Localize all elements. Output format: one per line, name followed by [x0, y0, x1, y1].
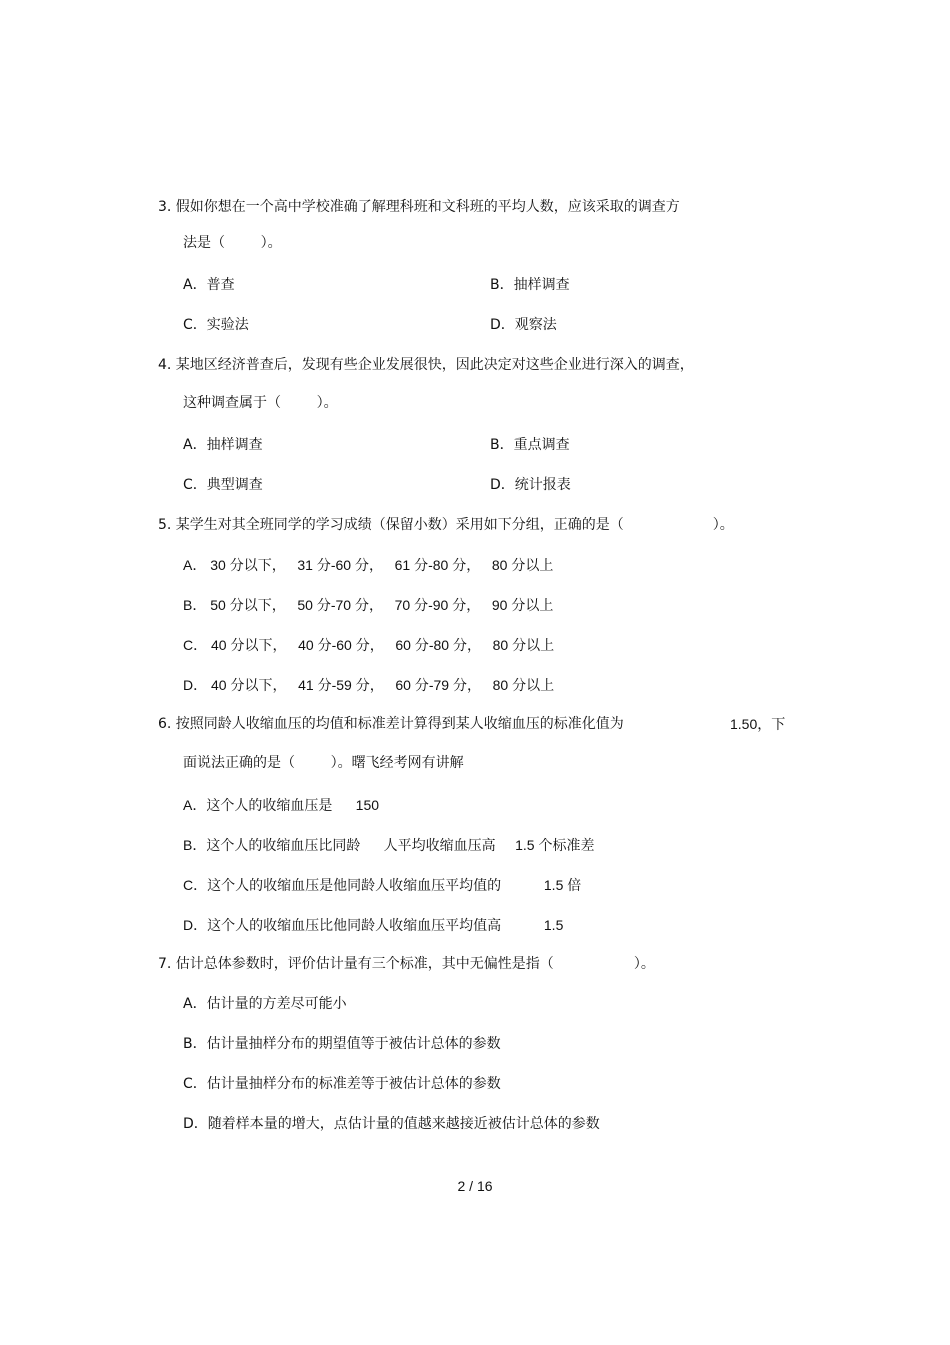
q3-option-b: B．抽样调查 — [490, 277, 570, 293]
q7-option-c: C．估计量抽样分布的标准差等于被估计总体的参数 — [183, 1076, 501, 1092]
q6-option-b: B．这个人的收缩血压比同龄 人平均收缩血压高 1.5 个标准差 — [183, 837, 595, 853]
q7-option-d: D．随着样本量的增大，点估计量的值越来越接近被估计总体的参数 — [183, 1116, 600, 1132]
q5-option-d: D． 40 分以下， 41 分-59 分， 60 分-79 分， 80 分以上 — [183, 677, 555, 693]
q4-stem-line2: 这种调查属于（ ）。 — [183, 395, 338, 411]
q5-option-b: B． 50 分以下， 50 分-70 分， 70 分-90 分， 90 分以上 — [183, 597, 554, 613]
q4-option-c: C．典型调查 — [183, 477, 263, 493]
q3-option-d: D．观察法 — [490, 317, 557, 333]
q7-stem-line1: 7. 估计总体参数时，评价估计量有三个标准，其中无偏性是指（ ）。 — [158, 956, 655, 972]
q3-stem-line2: 法是（ ）。 — [183, 235, 282, 251]
q4-option-a: A．抽样调查 — [183, 437, 263, 453]
page-number: 2 / 16 — [457, 1178, 493, 1194]
q6-stem-line1: 6. 按照同龄人收缩血压的均值和标准差计算得到某人收缩血压的标准化值为 — [158, 716, 624, 732]
q4-option-b: B．重点调查 — [490, 437, 570, 453]
q6-stem-line2: 面说法正确的是（ ）。曙飞经考网有讲解 — [183, 755, 464, 771]
q3-option-c: C．实验法 — [183, 317, 249, 333]
q3-stem-line1: 3. 假如你想在一个高中学校准确了解理科班和文科班的平均人数，应该采取的调查方 — [158, 199, 680, 215]
q4-option-d: D．统计报表 — [490, 477, 571, 493]
q5-option-c: C． 40 分以下， 40 分-60 分， 60 分-80 分， 80 分以上 — [183, 637, 555, 653]
q5-option-a: A． 30 分以下， 31 分-60 分， 61 分-80 分， 80 分以上 — [183, 557, 554, 573]
q6-option-d: D．这个人的收缩血压比他同龄人收缩血压平均值高 1.5 — [183, 917, 564, 933]
q5-stem-line1: 5. 某学生对其全班同学的学习成绩（保留小数）采用如下分组，正确的是（ ）。 — [158, 517, 734, 533]
q4-stem-line1: 4. 某地区经济普查后，发现有些企业发展很快，因此决定对这些企业进行深入的调查， — [158, 357, 694, 373]
q7-option-b: B．估计量抽样分布的期望值等于被估计总体的参数 — [183, 1036, 501, 1052]
q6-option-a: A．这个人的收缩血压是 150 — [183, 797, 380, 813]
q6-stem-line1-value: 1.50，下 — [730, 716, 786, 732]
q6-option-c: C．这个人的收缩血压是他同龄人收缩血压平均值的 1.5 倍 — [183, 877, 582, 893]
q3-option-a: A．普查 — [183, 277, 235, 293]
q7-option-a: A．估计量的方差尽可能小 — [183, 996, 347, 1012]
